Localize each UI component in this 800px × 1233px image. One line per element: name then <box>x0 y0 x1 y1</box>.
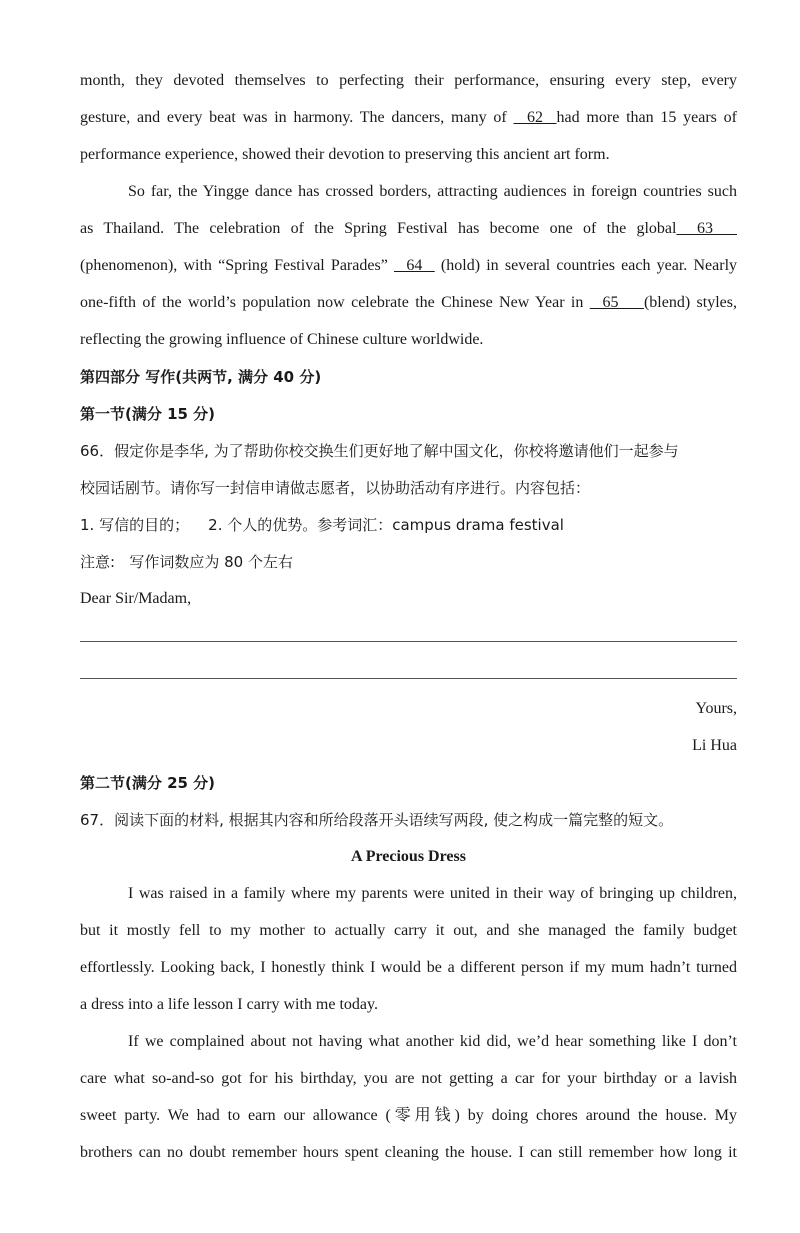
blank-63[interactable]: 63_ <box>676 220 737 237</box>
story-line: sweet party. We had to earn our allowance (零用钱) by doing chores around the house. My <box>80 1107 737 1124</box>
section-title: 第一节(满分 15 分) <box>80 405 216 423</box>
passage-line <box>80 293 737 313</box>
letter-salutation: Dear Sir/Madam, <box>80 590 192 607</box>
story-line: care what so-and-so got for his birthday, you are not getting a car for your birthday or a lavish <box>80 1070 737 1087</box>
passage-line <box>80 256 737 276</box>
passage-line: performance experience, showed their devotion to preserving this ancient art form. <box>80 146 610 163</box>
passage-line <box>80 108 737 128</box>
section-title: 第二节(满分 25 分) <box>80 774 216 792</box>
story-line: If we complained about not having what another kid did, we’d hear something like I don’t <box>128 1033 737 1050</box>
blank-64[interactable]: 64 <box>393 257 435 274</box>
answer-line[interactable] <box>80 641 737 642</box>
passage-text: (phenomenon), with “Spring Festival Parades” <box>80 257 394 274</box>
question-66-prompt: 校园话剧节。请你写一封信申请做志愿者，以协助活动有序进行。内容包括： <box>80 479 591 497</box>
story-line: a dress into a life lesson I carry with me today. <box>80 996 378 1013</box>
letter-closing: Yours, <box>695 700 737 717</box>
passage-text: one-fifth of the world’s population now celebrate the Chinese New Year in <box>80 294 590 311</box>
passage-text: gesture, and every beat was in harmony. The dancers, many of <box>80 109 514 126</box>
story-line: brothers can no doubt remember hours spent cleaning the house. I can still remember how long it <box>80 1144 737 1161</box>
passage-line: reflecting the growing influence of Chinese culture worldwide. <box>80 331 484 348</box>
story-title: A Precious Dress <box>351 848 466 865</box>
question-66-prompt: 66．假定你是李华, 为了帮助你校交换生们更好地了解中国文化，你校将邀请他们一起参与 <box>80 442 679 460</box>
letter-signature: Li Hua <box>692 737 737 754</box>
passage-text: (hold) in several countries each year. Nearly <box>434 257 738 274</box>
answer-line[interactable] <box>80 678 737 679</box>
blank-65[interactable]: 65 <box>589 294 644 311</box>
passage-line: So far, the Yingge dance has crossed borders, attracting audiences in foreign countries such <box>128 183 737 200</box>
story-line: I was raised in a family where my parents were united in their way of bringing up children, <box>128 885 737 902</box>
story-line: but it mostly fell to my mother to actually carry it out, and she managed the family budget <box>80 922 737 939</box>
passage-line: month, they devoted themselves to perfecting their performance, ensuring every step, every <box>80 72 737 89</box>
question-67-prompt: 67．阅读下面的材料, 根据其内容和所给段落开头语续写两段, 使之构成一篇完整的短文。 <box>80 811 674 829</box>
blank-62[interactable]: 62 <box>513 109 557 126</box>
passage-text: had more than 15 years of <box>556 109 738 126</box>
passage-line <box>80 219 737 239</box>
question-66-points: 1. 写信的目的； 2. 个人的优势。参考词汇：campus drama festival <box>80 516 564 534</box>
part-title: 第四部分 写作(共两节, 满分 40 分) <box>80 368 322 386</box>
passage-text: (blend) styles, <box>643 294 737 311</box>
story-line: effortlessly. Looking back, I honestly think I would be a different person if my mum hadn’t turned <box>80 959 737 976</box>
question-66-note: 注意: 写作词数应为 80 个左右 <box>80 553 293 571</box>
passage-text: as Thailand. The celebration of the Spring Festival has become one of the global <box>80 220 677 237</box>
